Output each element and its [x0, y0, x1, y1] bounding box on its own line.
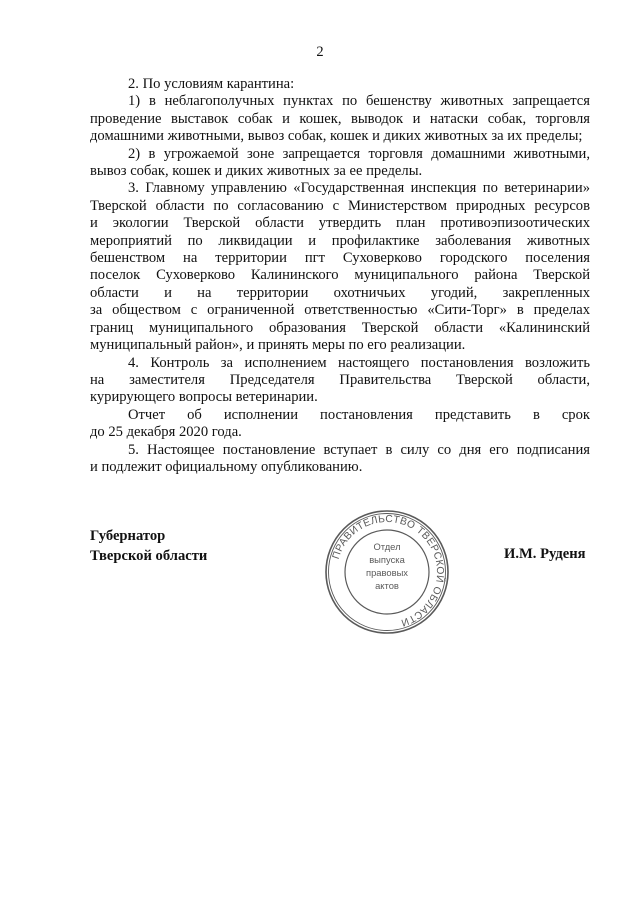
paragraph — [90, 442, 590, 477]
signatory-title-line-2: Тверской области — [90, 548, 208, 564]
text-line: 4. Контроль за исполнением настоящего постановления возложить — [128, 354, 590, 371]
text-line: на заместителя Председателя Правительства Тверской области, — [90, 371, 590, 388]
stamp-inner-line: выпуска — [369, 554, 405, 565]
paragraph — [90, 146, 590, 181]
text-line: за обществом с ограниченной ответственностью «Сити-Торг» в пределах — [90, 302, 590, 319]
stamp-ring-textpath: ПРАВИТЕЛЬСТВО ТВЕРСКОЙ ОБЛАСТИ — [330, 513, 446, 628]
text-line: 3. Главному управлению «Государственная инспекция по ветеринарии» — [128, 180, 590, 197]
text-line: Отчет об исполнении постановления представить в срок — [128, 406, 590, 423]
document-body — [90, 76, 590, 476]
text-line: Тверской области по согласованию с Министерством природных ресурсов — [90, 197, 590, 214]
signatory-title-line-1: Губернатор — [90, 528, 166, 544]
text-line: бешенством на территории пгт Суховерково городского поселения — [90, 250, 590, 267]
text-line: области и на территории охотничьих угодий, закрепленных — [90, 284, 590, 301]
text-line: вывоз собак, кошек и диких животных за ее пределы. — [90, 163, 423, 180]
text-line: 2) в угрожаемой зоне запрещается торговля домашними животными, — [128, 145, 590, 162]
page-number: 2 — [316, 44, 324, 60]
stamp-inner-line: Отдел — [373, 541, 401, 552]
text-line: до 25 декабря 2020 года. — [90, 424, 242, 441]
text-line: и подлежит официальному опубликованию. — [90, 458, 363, 475]
signatory-name: И.М. Руденя — [504, 546, 586, 562]
text-line: и экологии Тверской области утвердить план противоэпизоотических — [90, 215, 590, 232]
stamp-inner-line: актов — [375, 580, 399, 591]
text-line: поселок Суховерково Калининского муниципального района Тверской — [90, 267, 590, 284]
text-line: 1) в неблагополучных пунктах по бешенству животных запрещается — [128, 93, 590, 110]
paragraph — [90, 407, 590, 442]
text-line: мероприятий по ликвидации и профилактике заболевания животных — [90, 232, 590, 249]
text-line: границ муниципального образования Тверской области «Калининский — [90, 319, 590, 336]
text-line: 5. Настоящее постановление вступает в силу со дня его подписания — [128, 441, 590, 458]
text-line: муниципальный район», и принять меры по его реализации. — [90, 337, 466, 354]
signatory-title — [90, 526, 207, 566]
text-line: 2. По условиям карантина: — [128, 76, 295, 92]
text-line: проведение выставок собак и кошек, выводок и натаски собак, торговля — [90, 110, 590, 127]
paragraph — [90, 93, 590, 145]
text-line: домашними животными, вывоз собак, кошек и диких животных за их пределы; — [90, 128, 583, 145]
paragraph — [90, 355, 590, 407]
paragraph — [90, 76, 590, 93]
text-line: курирующего вопросы ветеринарии. — [90, 389, 318, 406]
paragraph — [90, 180, 590, 354]
stamp-inner-line: правовых — [366, 567, 408, 578]
stamp-inner-text — [345, 540, 429, 592]
